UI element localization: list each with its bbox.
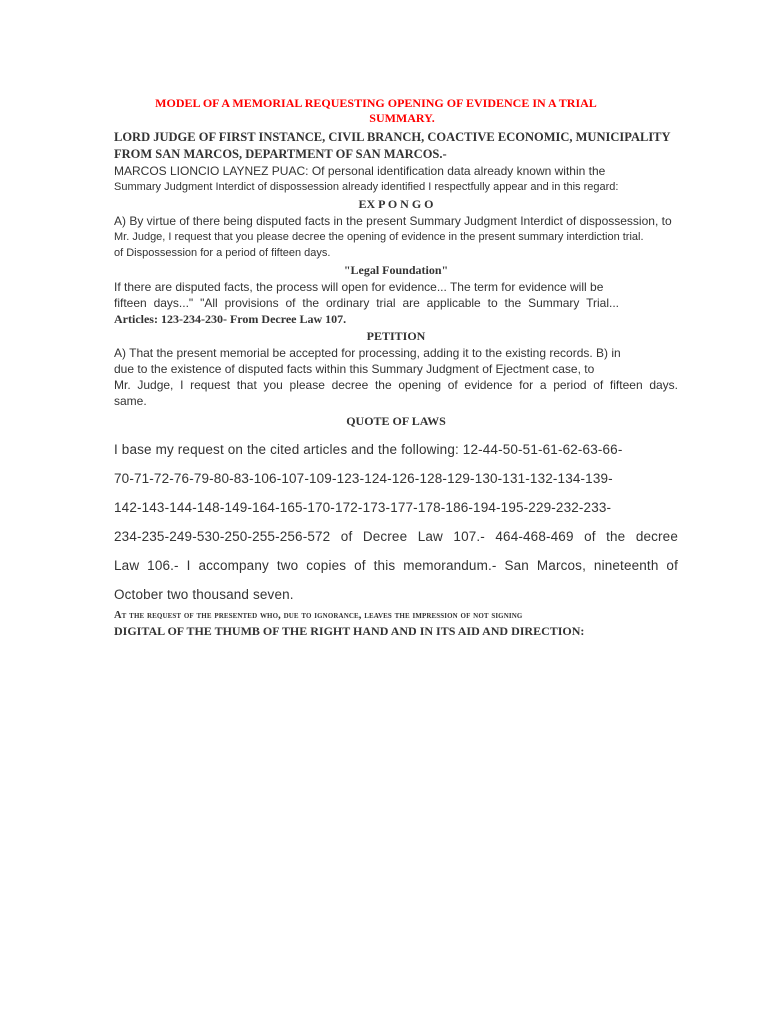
intro-line-1: MARCOS LIONCIO LAYNEZ PUAC: Of personal identification data already known within the [114, 164, 606, 178]
laws-line-1: I base my request on the cited articles and the following: 12-44-50-51-61-62-63-66- [114, 442, 623, 457]
expongo-line-1: A) By virtue of there being disputed facts in the present Summary Judgment Interdict of dispossession, to [114, 214, 672, 228]
expongo-line-3: of Dispossession for a period of fifteen days. [114, 247, 331, 259]
addressee-line-2: FROM SAN MARCOS, DEPARTMENT OF SAN MARCOS.- [114, 147, 447, 161]
legal-foundation-paragraph [114, 279, 678, 311]
addressee [114, 129, 678, 163]
request-line: At the request of the presented who, due to ignorance, leaves the impression of not signing [114, 610, 523, 621]
legal-foundation-heading: "Legal Foundation" [343, 263, 449, 277]
petition-line-1: A) That the present memorial be accepted for processing, adding it to the existing records. B) in [114, 346, 621, 360]
expongo-heading: EX P O N G O [358, 197, 434, 211]
laws-line-5: Law 106.- I accompany two copies of this memorandum.- San Marcos, nineteenth of [114, 558, 678, 573]
expongo-line-2: Mr. Judge, I request that you please decree the opening of evidence in the present summary interdiction trial. [114, 231, 644, 243]
petition-line-4: same. [114, 394, 147, 408]
thumbprint-line: DIGITAL OF THE THUMB OF THE RIGHT HAND AND IN ITS AID AND DIRECTION: [114, 624, 585, 638]
laws-line-3: 142-143-144-148-149-164-165-170-172-173-177-178-186-194-195-229-232-233- [114, 500, 612, 515]
document-page [114, 96, 678, 639]
petition-line-2: due to the existence of disputed facts within this Summary Judgment of Ejectment case, to [114, 362, 595, 376]
laws-line-6: October two thousand seven. [114, 587, 294, 602]
laws-line-2: 70-71-72-76-79-80-83-106-107-109-123-124-126-128-129-130-131-132-134-139- [114, 471, 613, 486]
title-line-2: SUMMARY. [369, 111, 435, 125]
laws-paragraph [114, 435, 678, 609]
quote-of-laws-heading: QUOTE OF LAWS [346, 414, 446, 428]
petition-paragraph [114, 345, 678, 409]
addressee-line-1: LORD JUDGE OF FIRST INSTANCE, CIVIL BRANCH, COACTIVE ECONOMIC, MUNICIPALITY [114, 130, 671, 144]
petition-line-3: Mr. Judge, I request that you please decree the opening of evidence for a period of fifteen days. [114, 378, 678, 392]
laws-line-4: 234-235-249-530-250-255-256-572 of Decree Law 107.- 464-468-469 of the decree [114, 529, 678, 544]
petition-heading: PETITION [366, 329, 426, 343]
articles-line: Articles: 123-234-230- From Decree Law 107. [114, 312, 347, 326]
intro-paragraph [114, 163, 678, 195]
intro-line-2: Summary Judgment Interdict of dispossession already identified I respectfully appear and in this regard: [114, 181, 619, 193]
document-title [114, 96, 678, 126]
title-line-1: MODEL OF A MEMORIAL REQUESTING OPENING OF EVIDENCE IN A TRIAL [155, 96, 597, 110]
legal-line-1: If there are disputed facts, the process will open for evidence... The term for evidence will be [114, 280, 604, 294]
expongo-paragraph [114, 213, 678, 261]
legal-line-2: fifteen days..." "All provisions of the ordinary trial are applicable to the Summary Trial... [114, 296, 619, 310]
